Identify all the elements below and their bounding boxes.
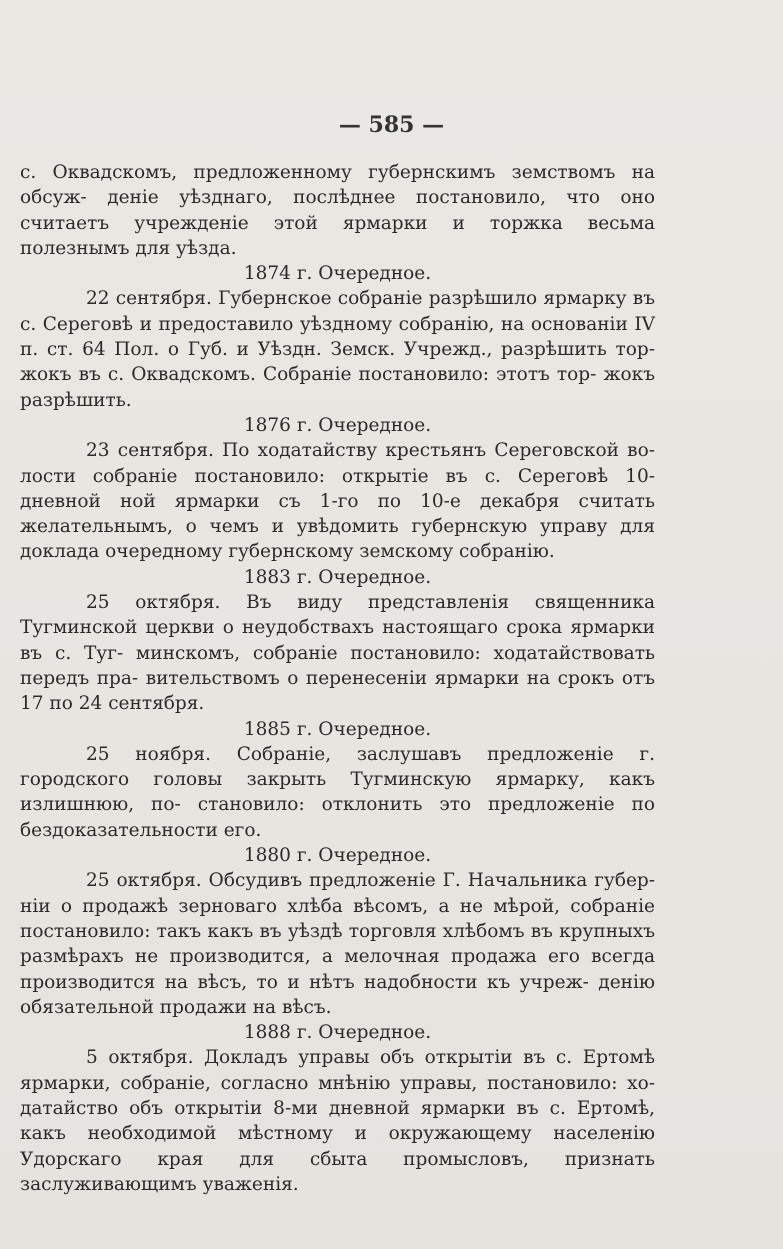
text-line: всегда производится на вѣсъ, то и нѣтъ надобности къ учреж- bbox=[20, 946, 655, 993]
text-line: учрежденіе этой ярмарки и торжка весьма полезнымъ для уѣзда. bbox=[20, 212, 656, 259]
text-line: о чемъ и увѣдомить губернскую управу для доклада очередному bbox=[20, 516, 655, 563]
text-line: какъ необходимой мѣстному и окружающему населенію Удорскаго bbox=[20, 1123, 655, 1170]
paragraph-1880 bbox=[20, 868, 655, 1020]
paragraph-intro bbox=[20, 160, 655, 261]
text-line: крупныхъ размѣрахъ не производится, а мелочная продажа его bbox=[20, 920, 655, 968]
text-line: датайство объ открытіи 8-ми дневной ярмарки въ с. Ертомѣ, bbox=[20, 1097, 655, 1119]
text-line: церкви о неудобствахъ настоящаго срока ярмарки въ с. Туг- bbox=[20, 617, 655, 664]
text-line: 23 сентября. По ходатайству крестьянъ Сереговской во- bbox=[86, 440, 655, 462]
text-line: становило: отклонить это предложеніе по бездоказательности его. bbox=[20, 794, 655, 841]
section-heading-1880: 1880 г. Очередное. bbox=[243, 845, 432, 867]
text-line: деніе уѣзднаго, послѣднее постановило, что оно считаетъ bbox=[20, 187, 655, 234]
paragraph-1876 bbox=[20, 438, 655, 564]
section-heading-1885: 1885 г. Очередное. bbox=[243, 718, 432, 740]
page-number: — 585 — bbox=[338, 112, 445, 138]
text-line: 25 октября. Въ виду представленія священника Тугминской bbox=[20, 592, 655, 639]
text-line: головы закрыть Тугминскую ярмарку, какъ излишнюю, по- bbox=[20, 769, 655, 816]
text-line: края для сбыта промысловъ, признать заслуживающимъ уваженія. bbox=[20, 1148, 655, 1195]
text-line: губернскому земскому собранію. bbox=[228, 541, 555, 563]
text-line: ярмарки, собраніе, согласно мнѣнію управы, постановило: хо- bbox=[20, 1072, 655, 1094]
text-line: жокъ въ с. Оквадскомъ. Собраніе постановило: этотъ тор- bbox=[20, 364, 597, 386]
text-line: ст. 64 Пол. о Губ. и Уѣздн. Земск. Учрежд., разрѣшить тор- bbox=[46, 339, 655, 361]
paragraph-1883 bbox=[20, 590, 655, 716]
section-heading-1874: 1874 г. Очередное. bbox=[243, 263, 432, 285]
text-line: лости собраніе постановило: открытіе въ с. Сереговѣ 10-дневной bbox=[20, 465, 655, 512]
text-line: денію обязательной продажи на вѣсъ. bbox=[20, 971, 655, 1018]
text-line: 25 октября. Обсудивъ предложеніе Г. Начальника губер- bbox=[86, 870, 655, 892]
page-text bbox=[20, 160, 655, 1197]
text-line: 5 октября. Докладъ управы объ открытіи въ с. Ертомѣ bbox=[86, 1047, 655, 1069]
text-line: минскомъ, собраніе постановило: ходатайствовать передъ пра- bbox=[20, 642, 656, 689]
text-line: жокъ разрѣшить. bbox=[20, 364, 655, 411]
text-line: с. Оквадскомъ, предложенному губернскимъ земствомъ на обсуж- bbox=[20, 162, 655, 209]
section-heading-1888: 1888 г. Очередное. bbox=[243, 1022, 432, 1044]
paragraph-1888 bbox=[20, 1045, 655, 1197]
text-line: Сереговѣ и предоставило уѣздному собранію, на основаніи IV п. bbox=[20, 313, 655, 361]
text-line: ной ярмарки съ 1-го по 10-е декабря считать желательнымъ, bbox=[20, 490, 655, 538]
text-line: вительствомъ о перенесеніи ярмарки на срокъ отъ 17 по 24 сентября. bbox=[20, 667, 655, 715]
text-line: постановило: такъ какъ въ уѣздѣ торговля хлѣбомъ въ bbox=[20, 920, 553, 942]
paragraph-1885 bbox=[20, 742, 655, 843]
text-line: ніи о продажѣ зерноваго хлѣба вѣсомъ, а не мѣрой, собраніе bbox=[20, 895, 655, 917]
paragraph-1874 bbox=[20, 286, 655, 412]
text-line: 25 ноября. Собраніе, заслушавъ предложеніе г. городского bbox=[20, 743, 655, 791]
text-line: 22 сентября. Губернское собраніе разрѣшило ярмарку въ с. bbox=[20, 288, 655, 335]
section-heading-1883: 1883 г. Очередное. bbox=[243, 566, 432, 588]
section-heading-1876: 1876 г. Очередное. bbox=[243, 414, 432, 436]
